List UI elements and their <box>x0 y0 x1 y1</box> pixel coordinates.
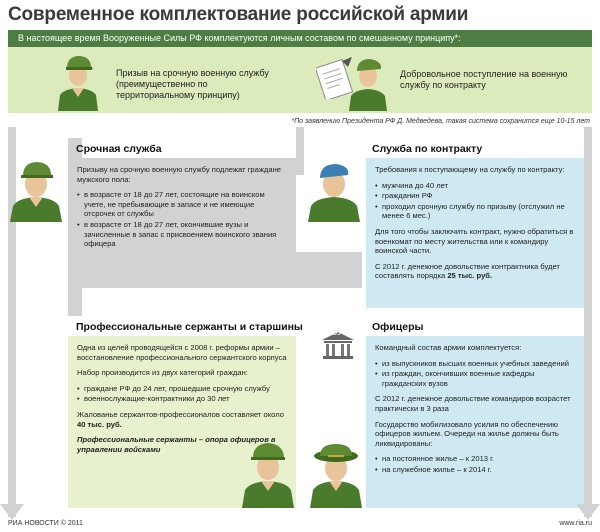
vuz-label: ВУЗ <box>331 331 341 337</box>
list-item: • из граждан, окончивших военные кафедры гражданских вузов <box>375 369 575 388</box>
left-arrow-head <box>0 504 24 520</box>
officers-heading: Офицеры <box>372 321 424 333</box>
officers-salary: С 2012 г. денежное довольствие командиров возрастет практически в 3 раза <box>375 394 571 413</box>
contract-salary-text: С 2012 г. денежное довольствие контрактника будет составлять порядка <box>375 261 560 281</box>
contract-salary-value: 25 тыс. руб. <box>447 271 493 281</box>
conscript-soldier-large-icon <box>6 160 66 222</box>
sergeants-list <box>77 384 287 404</box>
conscript-list <box>77 190 287 249</box>
sergeants-goal: Одна из целей проводящейся с 2008 г. реформы армии – восстановление профессионального сержантского корпуса <box>77 343 287 362</box>
right-arrow-head <box>576 504 600 520</box>
conscript-intro: Призыву на срочную военную службу подлежат граждане мужского пола: <box>77 165 281 184</box>
list-item: • на постоянное жилье – к 2013 г. <box>375 454 575 464</box>
officers-panel <box>366 336 584 508</box>
contract-list <box>375 181 575 221</box>
contract-salary <box>375 262 575 281</box>
contract-instructions: Для того чтобы заключить контракт, нужно обратиться в военкомат по месту жительства или к командиру воинской части. <box>375 226 574 256</box>
sergeants-salary-text: Жалованье сержантов-профессионалов составляет около <box>77 409 284 419</box>
contract-soldier-icon <box>346 53 390 111</box>
banner-conscription-text: Призыв на срочную военную службу (преимущественно по территориальному принципу) <box>116 68 269 100</box>
top-center-arrow <box>296 127 304 175</box>
banner-contract-text: Добровольное поступление на военную службу по контракту <box>400 69 568 90</box>
list-item: • в возрасте от 18 до 27 лет, окончившие вузы и зачисленные в запас с присвоением воинского звания офицера <box>77 220 287 249</box>
sergeants-recruitment: Набор производится из двух категорий граждан: <box>77 368 248 378</box>
officer-soldier-icon <box>306 440 366 508</box>
officers-list <box>375 359 575 389</box>
right-arrow-shaft <box>584 127 592 517</box>
conscript-soldier-icon <box>54 51 102 111</box>
sergeants-heading: Профессиональные сержанты и старшины <box>76 321 303 333</box>
page-title: Современное комплектование российской армии <box>8 4 469 25</box>
list-item: • гражданин РФ <box>375 191 575 201</box>
officers-intro: Командный состав армии комплектуется: <box>375 343 522 352</box>
list-item: • военнослужащие-контрактники до 30 лет <box>77 394 287 404</box>
list-item: • на служебное жилье – к 2014 г. <box>375 465 575 475</box>
banner <box>8 47 592 113</box>
contract-intro: Требования к поступающему на службу по контракту: <box>375 165 565 174</box>
list-item: • проходил срочную службу по призыву (отслужил не менее 6 мес.) <box>375 202 575 221</box>
list-item: • из выпускников высших военных учебных заведений <box>375 359 575 369</box>
list-item: • мужчина до 40 лет <box>375 181 575 191</box>
list-item: • граждане РФ до 24 лет, прошедшие срочную службу <box>77 384 287 394</box>
footer-copyright: РИА НОВОСТИ © 2011 <box>8 520 83 527</box>
contract-heading: Служба по контракту <box>372 143 483 155</box>
sergeants-closing: Профессиональные сержанты – опора офицеров в управлении войсками <box>77 435 276 454</box>
footnote: *По заявлению Президента РФ Д. Медведева, такая система сохранится еще 10-15 лет <box>291 118 590 125</box>
conscript-panel <box>68 158 296 254</box>
list-item: • в возрасте от 18 до 27 лет, состоящие на воинском учете, не пребывающие в запасе и не имеющие отсрочек от службы <box>77 190 287 219</box>
footer-website: www.ria.ru <box>559 520 592 527</box>
housing-list <box>375 454 575 474</box>
conscript-heading: Срочная служба <box>76 143 162 155</box>
contract-soldier-large-icon <box>304 160 364 222</box>
sergeant-soldier-icon <box>238 440 298 508</box>
contract-panel <box>366 158 584 308</box>
intro-bar: В настоящее время Вооруженные Силы РФ комплектуются личным составом по смешанному принципу*: <box>8 30 592 47</box>
officers-housing: Государство мобилизовало усилия по обеспечению офицеров жильем. Очереди на жилье должны быть ликвидированы: <box>375 419 559 448</box>
center-horizontal-bar <box>68 252 362 288</box>
sergeants-salary <box>77 410 287 429</box>
sergeants-salary-value: 40 тыс. руб. <box>77 419 122 429</box>
